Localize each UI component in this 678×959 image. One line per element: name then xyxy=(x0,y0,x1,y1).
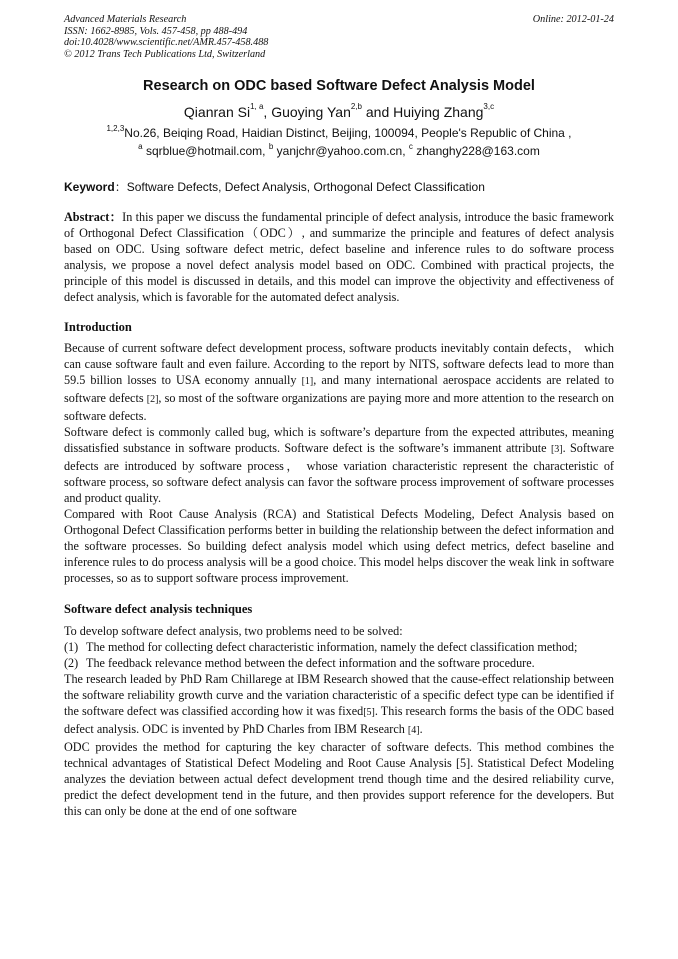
email-separator: , xyxy=(262,144,269,158)
affiliation-text: No.26, Beiqing Road, Haidian Distinct, Beijing, 100094, People's Republic of China , xyxy=(124,126,572,140)
introduction-body xyxy=(64,340,614,586)
intro-paragraph-2 xyxy=(64,424,614,506)
author-sup: 1, a xyxy=(250,102,264,111)
techniques-paragraph-3: ODC provides the method for capturing the key character of software defects. This method combines the technical advantages of Statistical Defect Modeling and Root Cause Analysis [5]. Statistical Defect Modeling analyzes the deviation between actual defect development trend though time and the desired reliability curve, predict the defect development tend in the future, and then provides support reference for the developers. But this can only be done at the end of one software xyxy=(64,740,614,818)
abstract xyxy=(64,209,614,305)
citation-ref: [2] xyxy=(146,394,159,405)
list-item-text: The method for collecting defect characteristic information, namely the defect classification method; xyxy=(86,640,578,654)
list-item xyxy=(64,639,614,655)
email-sup: c xyxy=(408,142,413,151)
paragraph-text: Software defect is commonly called bug, which is software’s departure from the expected attributes, meaning dissatisfied substance in software products. Software defect is the software’s immanent attribute xyxy=(64,425,614,455)
keywords-text: Software Defects, Defect Analysis, Orthogonal Defect Classification xyxy=(126,180,485,194)
paragraph-text: . xyxy=(419,722,423,736)
author-name: Guoying Yan xyxy=(271,104,351,120)
list-item-number: (2) xyxy=(64,656,79,670)
paragraph-text: The research leaded by PhD Ram Chillarege at IBM Research showed that the cause-effect relationship between the software reliability growth curve and the variation characteristic of a specific defect type can be identified if the software defect was classified according how it was fixed xyxy=(64,672,614,718)
list-item-number: (1) xyxy=(64,640,79,654)
author-name: Huiying Zhang xyxy=(393,104,484,120)
techniques-body xyxy=(64,623,614,819)
email-link[interactable]: sqrblue@hotmail.com xyxy=(145,144,263,158)
author-separator: , xyxy=(263,104,272,120)
section-heading-introduction: Introduction xyxy=(64,320,132,334)
keywords xyxy=(64,178,614,195)
journal-name: Advanced Materials Research xyxy=(64,14,187,25)
citation-ref: [3] xyxy=(550,444,563,455)
citation-ref: [1] xyxy=(301,376,314,387)
running-header xyxy=(64,14,614,60)
paragraph-text: . Software defects are introduced by software process， whose variation characteristic represent the characteristic of software process, so software defect analysis can favor the software process improvement of software processes and product quality. xyxy=(64,441,614,505)
journal-issn: ISSN: 1662-8985, Vols. 457-458, pp 488-494 xyxy=(64,25,248,37)
paragraph-text: , and many international aerospace accidents are related to software defects xyxy=(64,373,614,405)
keywords-label: Keyword xyxy=(64,180,115,194)
paper-page xyxy=(64,14,614,819)
author-sup: 2,b xyxy=(350,102,362,111)
abstract-text: In this paper we discuss the fundamental principle of defect analysis, introduce the basic framework of Orthogonal Defect Classification（ODC）, and summarize the principle and features of defect analysis based on ODC. Using software defect metric, defect baseline and inference rules to do software process analysis, we propose a novel defect analysis model based on ODC. Combined with practical projects, the principle of this model is discussed in details, and this model can improve the objectivity and effectiveness of defect analysis, which is favorable for the automated defect analysis. xyxy=(64,210,614,304)
list-item-text: The feedback relevance method between the defect information and the software procedure. xyxy=(86,656,535,670)
section-heading-techniques: Software defect analysis techniques xyxy=(64,602,253,616)
email-link[interactable]: yanjchr@yahoo.com.cn xyxy=(276,144,403,158)
paper-title: Research on ODC based Software Defect Analysis Model xyxy=(143,78,535,94)
citation-ref: [4] xyxy=(407,725,420,736)
keywords-separator: ： xyxy=(114,180,127,194)
techniques-paragraph-1: To develop software defect analysis, two problems need to be solved: xyxy=(64,624,403,638)
list-item xyxy=(64,655,614,671)
affiliation-sup: 1,2,3 xyxy=(106,124,125,133)
author-emails xyxy=(64,144,614,158)
email-link[interactable]: zhanghy228@163.com xyxy=(416,144,540,158)
email-sup: b xyxy=(268,142,274,151)
author-name: Qianran Si xyxy=(183,104,251,120)
citation-ref: [5] xyxy=(363,707,375,718)
journal-doi: doi:10.4028/www.scientific.net/AMR.457-458.488 xyxy=(64,37,269,48)
author-separator: and xyxy=(361,104,394,120)
abstract-label: Abstract： xyxy=(64,210,123,224)
affiliation xyxy=(64,126,614,140)
paragraph-text: . This research forms the basis of the ODC based defect analysis. ODC is invented by PhD Charles from IBM Research xyxy=(64,704,614,736)
intro-paragraph-3: Compared with Root Cause Analysis (RCA) and Statistical Defects Modeling, Defect Analysis based on Orthogonal Defect Classification performs better in building the relationship between the defect information and the software processes. So building defect analysis model which using defect metrics, defect baseline and inference rules to do process analysis will be a good choice. This model helps discover the weak link in software processes, so as to support software process improvement. xyxy=(64,507,614,585)
email-sup: a xyxy=(138,142,143,151)
techniques-paragraph-2 xyxy=(64,671,614,739)
journal-copyright: © 2012 Trans Tech Publications Ltd, Switzerland xyxy=(64,48,266,60)
journal-info xyxy=(64,14,614,60)
email-separator: , xyxy=(402,144,409,158)
author-sup: 3,c xyxy=(483,102,495,111)
paragraph-text: Because of current software defect development process, software products inevitably contain defects， which can cause software fault and even failure. According to the report by NITS, software defects lead to more than 59.5 billion losses to USA economy annually xyxy=(64,341,614,387)
paragraph-text: , so most of the software organizations are paying more and more attention to the research on software defects. xyxy=(64,391,614,423)
intro-paragraph-1 xyxy=(64,340,614,424)
online-date: Online: 2012-01-24 xyxy=(532,14,614,25)
author-list xyxy=(64,104,614,120)
